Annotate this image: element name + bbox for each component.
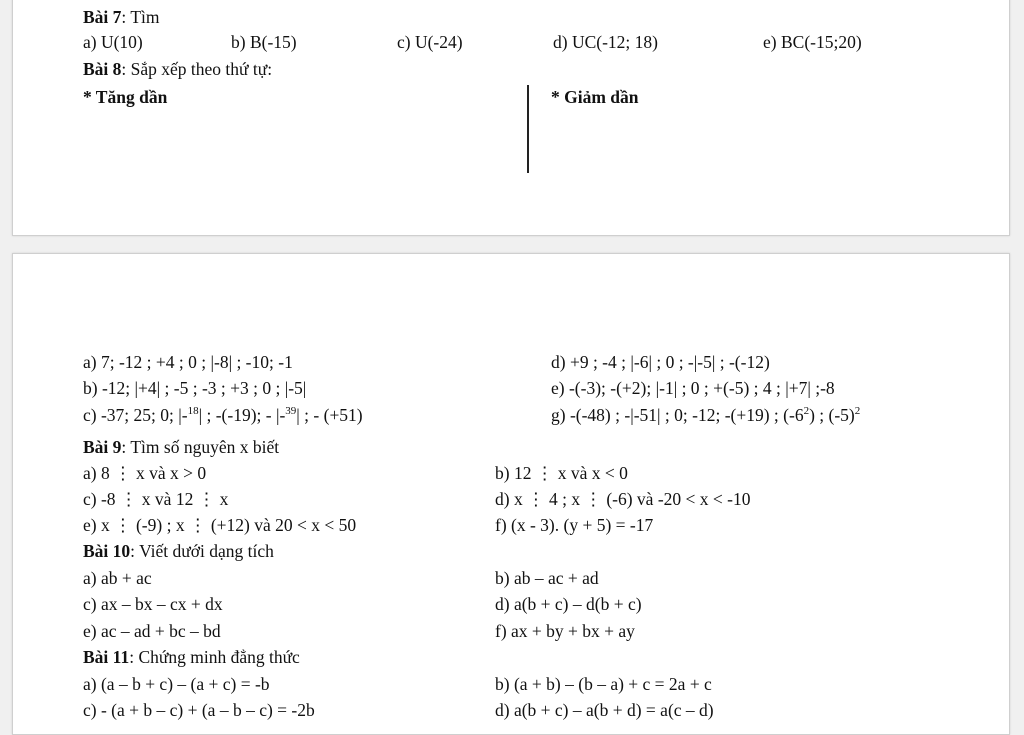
bai8-descending-label: * Giảm dần	[551, 87, 639, 107]
bai11-item-b: b) (a + b) – (b – a) + c = 2a + c	[495, 674, 712, 694]
bai9-item-c: c) -8 ⋮ x và 12 ⋮ x	[83, 489, 229, 509]
bai7-item-b: b) B(-15)	[231, 32, 297, 52]
bai9-item-a: a) 8 ⋮ x và x > 0	[83, 463, 207, 483]
bai8-item-c	[83, 406, 363, 425]
bai8-item-c-part2: | ; -(-19); - |-	[198, 405, 286, 425]
bai9-title: Bài 9	[83, 437, 122, 457]
bai8-item-g-part2: ) ; (-5)	[809, 405, 855, 425]
bai11-item-c: c) - (a + b – c) + (a – b – c) = -2b	[83, 700, 315, 720]
bai8-item-c-part3: | ; - (+51)	[296, 405, 363, 425]
bai7-heading	[83, 9, 160, 27]
bai10-item-b: b) ab – ac + ad	[495, 568, 599, 588]
bai8-item-c-sup2: 39	[285, 405, 297, 417]
bai9-item-d: d) x ⋮ 4 ; x ⋮ (-6) và -20 < x < -10	[495, 489, 751, 509]
bai10-title: Bài 10	[83, 541, 131, 561]
bai8-item-c-sup1: 18	[187, 405, 199, 417]
bai7-title: Bài 7	[83, 7, 122, 27]
bai8-item-b: b) -12; |+4| ; -5 ; -3 ; +3 ; 0 ; |-5|	[83, 378, 307, 398]
bai11-title: Bài 11	[83, 647, 130, 667]
bai11-heading	[83, 649, 300, 667]
bai11-text: : Chứng minh đẳng thức	[129, 647, 300, 667]
bai7-item-e: e) BC(-15;20)	[763, 32, 862, 52]
bai8-item-a: a) 7; -12 ; +4 ; 0 ; |-8| ; -10; -1	[83, 352, 293, 372]
bai8-item-g-sup1: 2	[803, 405, 810, 417]
bai8-item-g	[551, 406, 860, 425]
bai8-item-g-part1: g) -(-48) ; -|-51| ; 0; -12; -(+19) ; (-6	[551, 405, 804, 425]
bai10-text: : Viết dưới dạng tích	[130, 541, 274, 561]
bai9-item-f: f) (x - 3). (y + 5) = -17	[495, 515, 654, 535]
bai7-item-c: c) U(-24)	[397, 32, 463, 52]
bai7-text: : Tìm	[121, 7, 160, 27]
bai9-text: : Tìm số nguyên x biết	[121, 437, 280, 457]
bai8-heading	[83, 61, 272, 79]
bai8-item-e: e) -(-3); -(+2); |-1| ; 0 ; +(-5) ; 4 ; |+7| ;-8	[551, 378, 835, 398]
bai10-item-d: d) a(b + c) – d(b + c)	[495, 594, 642, 614]
bai8-item-d: d) +9 ; -4 ; |-6| ; 0 ; -|-5| ; -(-12)	[551, 352, 770, 372]
bai10-item-c: c) ax – bx – cx + dx	[83, 594, 223, 614]
column-divider	[527, 85, 529, 173]
bai8-ascending-label: * Tăng dần	[83, 87, 168, 107]
bai7-item-d: d) UC(-12; 18)	[553, 32, 658, 52]
bai8-text: : Sắp xếp theo thứ tự:	[121, 59, 273, 79]
bai11-item-a: a) (a – b + c) – (a + c) = -b	[83, 674, 270, 694]
bai10-heading	[83, 543, 274, 561]
bai10-item-e: e) ac – ad + bc – bd	[83, 621, 221, 641]
bai8-item-g-sup2: 2	[854, 405, 861, 417]
bai9-heading	[83, 439, 279, 457]
bai8-item-c-part1: c) -37; 25; 0; |-	[83, 405, 188, 425]
bai9-item-e: e) x ⋮ (-9) ; x ⋮ (+12) và 20 < x < 50	[83, 515, 357, 535]
bai11-item-d: d) a(b + c) – a(b + d) = a(c – d)	[495, 700, 714, 720]
document-page-1	[12, 0, 1010, 236]
bai10-item-a: a) ab + ac	[83, 568, 152, 588]
bai9-item-b: b) 12 ⋮ x và x < 0	[495, 463, 628, 483]
bai7-item-a: a) U(10)	[83, 32, 143, 52]
document-page-2	[12, 253, 1010, 735]
bai10-item-f: f) ax + by + bx + ay	[495, 621, 635, 641]
bai8-title: Bài 8	[83, 59, 122, 79]
